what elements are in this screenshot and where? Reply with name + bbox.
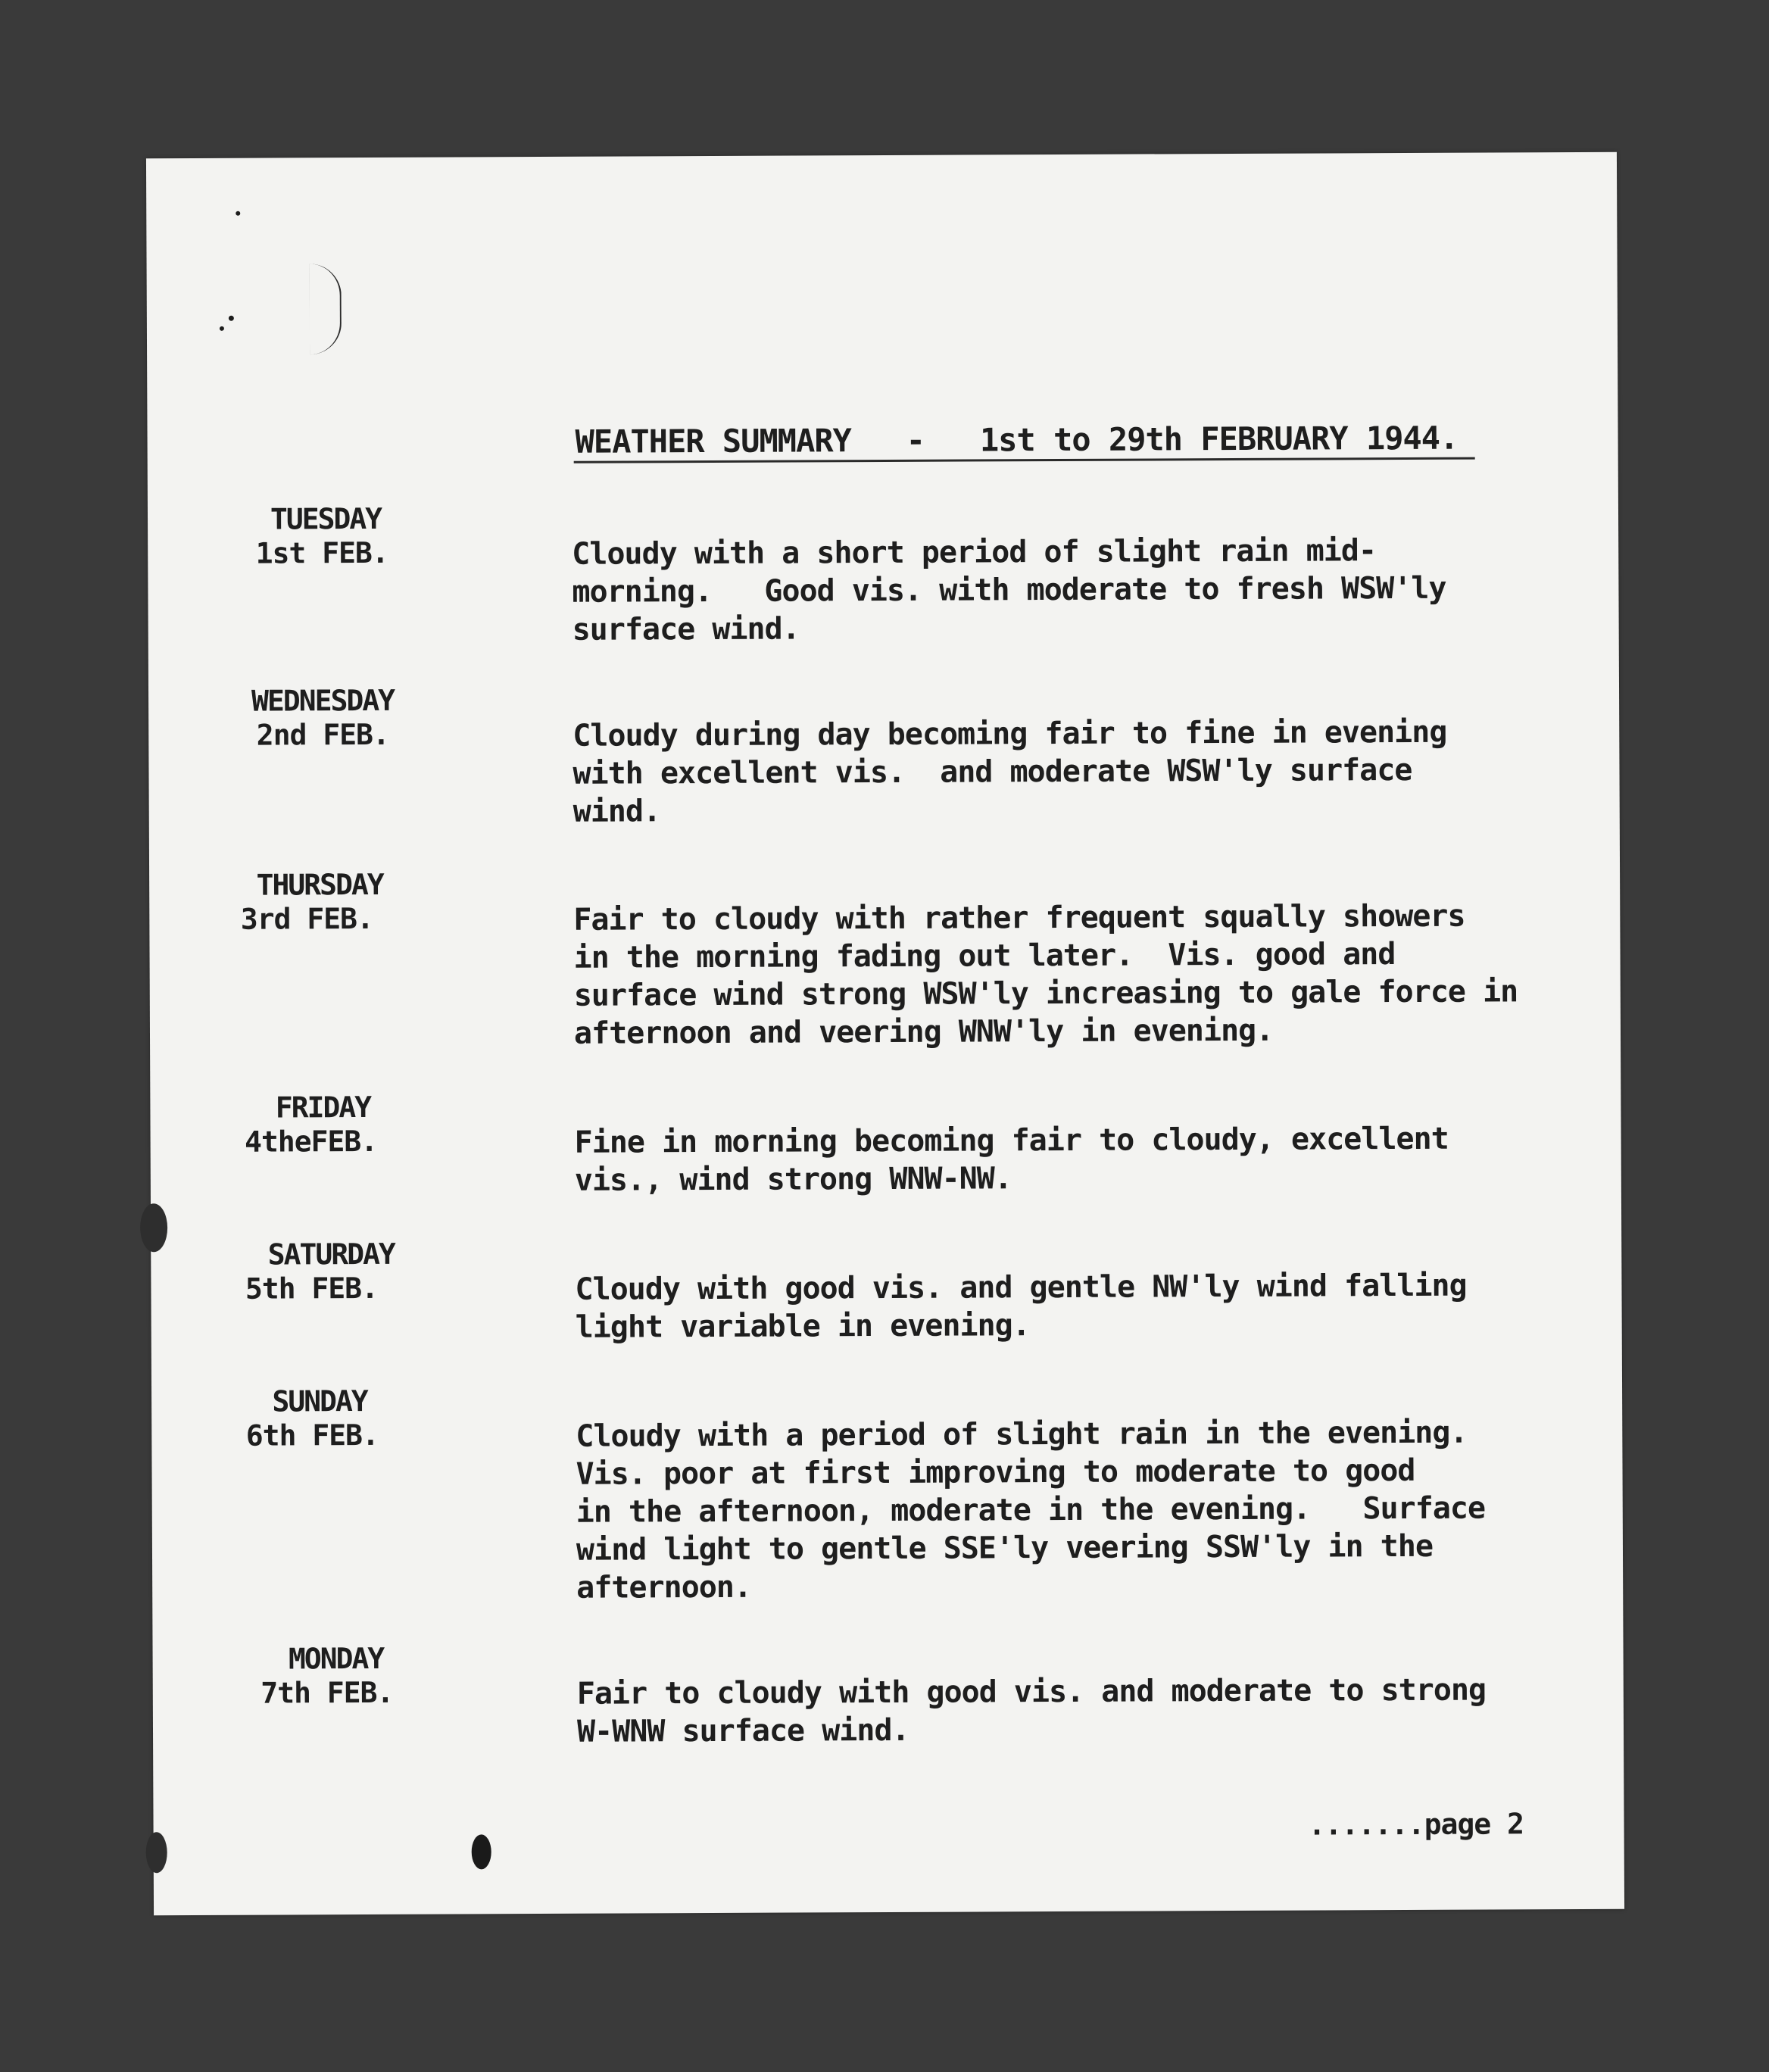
entry-date: 7th FEB.: [261, 1675, 394, 1710]
entry-description: Cloudy with a period of slight rain in the evening. Vis. poor at first improving to moderate to good in the afternoon, moderate in the evening. Surface wind light to gentle SSE'ly veering SSW'ly in the afternoon.: [576, 1415, 1486, 1605]
entry-day: MONDAY: [288, 1641, 384, 1676]
weather-entry: [151, 1232, 1621, 1345]
entry-day: THURSDAY: [256, 867, 383, 902]
entry-day: FRIDAY: [275, 1090, 371, 1125]
entry-day: SATURDAY: [267, 1237, 395, 1272]
weather-entry: [149, 863, 1620, 1051]
entry-date: 2nd FEB.: [256, 717, 389, 752]
speck-mark: [220, 326, 224, 331]
punch-hole: [140, 1203, 167, 1252]
entry-date: 5th FEB.: [245, 1271, 379, 1306]
ink-blot: [472, 1834, 491, 1869]
entry-description: Fair to cloudy with good vis. and moderate to strong W-WNW surface wind.: [576, 1672, 1487, 1749]
entry-description: Fair to cloudy with rather frequent squally showers in the morning fading out later. Vis. good and surface wind strong WSW'ly increasing to gale force in afternoon and veering WNW'ly in evening.: [573, 898, 1518, 1051]
punch-hole: [146, 1832, 167, 1873]
entry-day: WEDNESDAY: [251, 683, 395, 718]
pencil-mark: [310, 264, 342, 354]
page-continuation: .......page 2: [1308, 1807, 1524, 1842]
speck-mark: [229, 316, 234, 321]
entry-date: 3rd FEB.: [240, 901, 373, 936]
entry-date: 4theFEB.: [245, 1124, 378, 1159]
page-title: WEATHER SUMMARY - 1st to 29th FEBRUARY 1944.: [575, 419, 1459, 460]
speck-mark: [236, 211, 240, 216]
entry-day: SUNDAY: [272, 1384, 367, 1418]
entry-date: 1st FEB.: [255, 535, 388, 570]
entry-description: Fine in morning becoming fair to cloudy, excellent vis., wind strong WNW-NW.: [574, 1121, 1449, 1198]
weather-entry: [151, 1379, 1622, 1605]
entry-description: Cloudy with good vis. and gentle NW'ly wind falling light variable in evening.: [575, 1268, 1467, 1345]
weather-entry: [150, 1085, 1621, 1198]
entry-description: Cloudy with a short period of slight rain mid- morning. Good vis. with moderate to fresh WSW'ly surface wind.: [572, 533, 1446, 648]
entry-date: 6th FEB.: [245, 1418, 379, 1453]
weather-entry: [152, 1637, 1623, 1749]
weather-entry: [148, 497, 1618, 648]
entry-description: Cloudy during day becoming fair to fine in evening with excellent vis. and moderate WSW'ly surface wind.: [573, 714, 1447, 829]
entry-day: TUESDAY: [270, 501, 382, 536]
document-page: [146, 152, 1624, 1915]
weather-entry: [148, 679, 1619, 829]
